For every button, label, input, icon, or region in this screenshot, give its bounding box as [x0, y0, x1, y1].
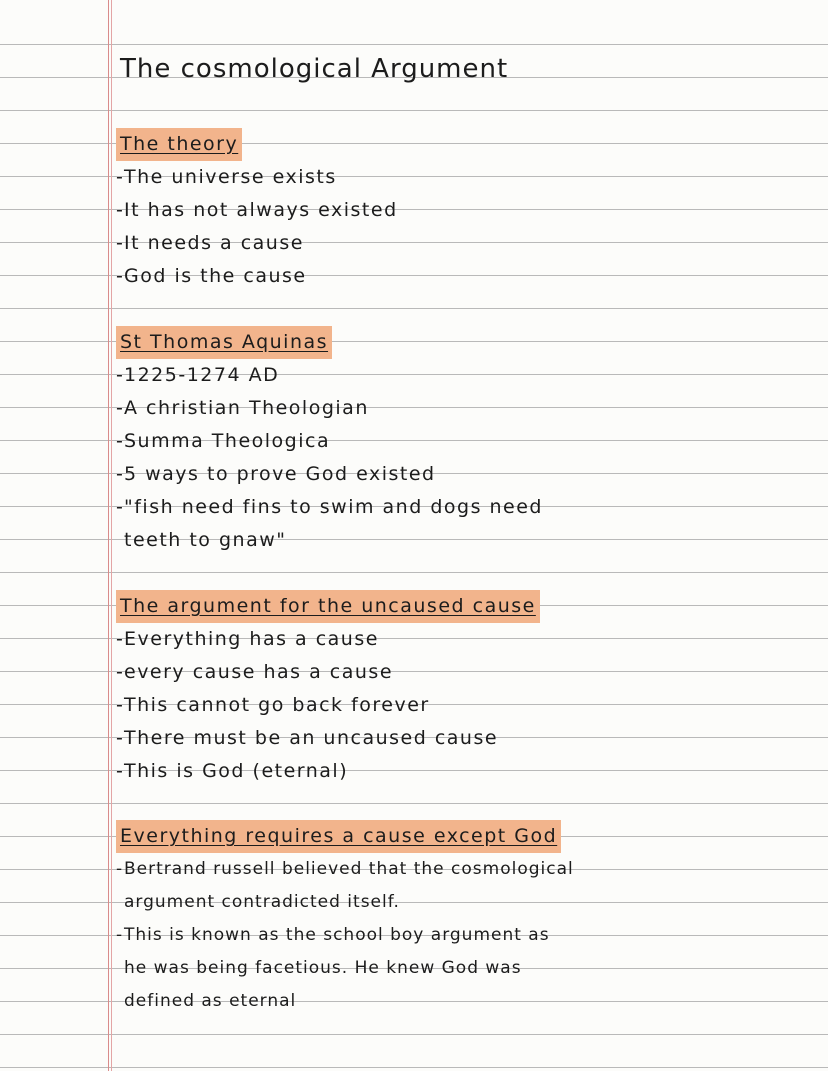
section-aquinas: [116, 326, 543, 557]
note-line: -1225-1274 AD: [116, 364, 280, 386]
note-line: -This is God (eternal): [116, 760, 349, 782]
section-uncaused-cause: [116, 590, 540, 788]
section-theory: [116, 128, 398, 293]
note-line: -This is known as the school boy argument as: [116, 925, 550, 945]
margin-line: [108, 0, 109, 1071]
note-line: -every cause has a cause: [116, 661, 394, 683]
page-title: The cosmological Argument: [120, 54, 509, 84]
note-line: -Bertrand russell believed that the cosmological: [116, 859, 574, 879]
note-line: argument contradicted itself.: [124, 892, 400, 912]
note-line: -This cannot go back forever: [116, 694, 430, 716]
note-line: -Everything has a cause: [116, 628, 379, 650]
note-line: -A christian Theologian: [116, 397, 369, 419]
section-heading: St Thomas Aquinas: [116, 326, 332, 359]
note-line: -There must be an uncaused cause: [116, 727, 499, 749]
note-line: -Summa Theologica: [116, 430, 331, 452]
note-line: defined as eternal: [124, 991, 297, 1011]
note-line: teeth to gnaw": [124, 529, 287, 551]
note-line: -It needs a cause: [116, 232, 304, 254]
section-heading: Everything requires a cause except God: [116, 820, 561, 853]
note-line: -5 ways to prove God existed: [116, 463, 436, 485]
note-line: -"fish need fins to swim and dogs need: [116, 496, 543, 518]
note-line: -God is the cause: [116, 265, 307, 287]
note-line: -The universe exists: [116, 166, 337, 188]
section-heading: The theory: [116, 128, 242, 161]
margin-line-inner: [111, 0, 112, 1071]
section-everything-requires-cause: [116, 820, 574, 1018]
section-heading: The argument for the uncaused cause: [116, 590, 540, 623]
note-line: he was being facetious. He knew God was: [124, 958, 522, 978]
note-line: -It has not always existed: [116, 199, 398, 221]
